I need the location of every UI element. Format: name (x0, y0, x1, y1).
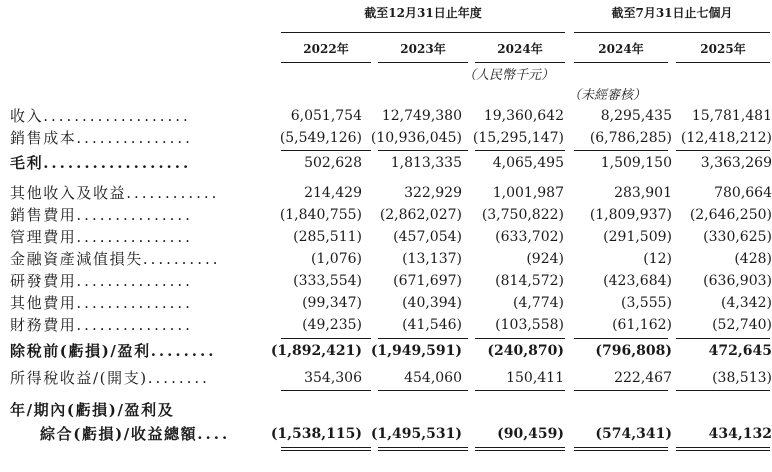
value-2024: (4,774) (512, 295, 564, 311)
row-label: 研發費用............... (10, 272, 193, 290)
table-row-finance-costs (0, 315, 772, 336)
total-double-rule-top-2025-ytd (676, 447, 770, 448)
value-2024-ytd: (796,808) (595, 343, 672, 359)
value-2022: 354,306 (304, 370, 362, 386)
year-2022-header: 2022年 (303, 42, 349, 56)
value-2023: (457,054) (393, 229, 462, 245)
pretax-rule-2025-ytd (676, 338, 770, 339)
value-2023: (41,546) (402, 317, 462, 333)
row-label: 其他費用............... (10, 294, 193, 312)
total-double-rule-bottom-2023 (378, 450, 468, 451)
value-2024-ytd: (61,162) (612, 317, 672, 333)
value-2024-ytd: (574,341) (595, 426, 672, 442)
value-2025-ytd: (4,342) (720, 295, 772, 311)
value-2022: (49,235) (302, 317, 362, 333)
value-2024: (90,459) (497, 426, 564, 442)
value-2025-ytd: (52,740) (712, 317, 772, 333)
value-2025-ytd: (2,646,250) (689, 207, 772, 223)
value-2023: 454,060 (404, 370, 462, 386)
value-2024-ytd: (1,809,937) (589, 207, 672, 223)
total-double-rule-bottom-2022 (281, 450, 371, 451)
value-2022: (5,549,126) (279, 130, 362, 146)
value-2022: 6,051,754 (290, 108, 362, 124)
row-label: 所得稅收益/(開支)........ (10, 369, 210, 387)
year-2024-header: 2024年 (497, 42, 543, 56)
table-row-gross-profit (0, 153, 772, 174)
total-double-rule-top-2024-ytd (574, 447, 668, 448)
value-2024-ytd: (6,786,285) (589, 130, 672, 146)
pretax-rule-2024 (475, 338, 565, 339)
value-2025-ytd: (330,625) (703, 229, 772, 245)
value-2024: 4,065,495 (492, 155, 564, 171)
unaudited-note: （未經審核） (568, 88, 647, 103)
value-2024-ytd: (423,684) (603, 273, 672, 289)
value-2022: (1,538,115) (270, 426, 362, 442)
row-label: 銷售成本............... (10, 129, 193, 147)
row-label: 毛利.................. (10, 154, 192, 172)
total-double-rule-bottom-2024-ytd (574, 450, 668, 451)
value-2022: (1,840,755) (279, 207, 362, 223)
total-double-rule-top-2023 (378, 447, 468, 448)
group2-underline (574, 32, 770, 33)
pretax-rule-2022 (281, 338, 371, 339)
value-2023: (1,495,531) (370, 426, 462, 442)
value-2025-ytd: 472,645 (708, 343, 772, 359)
value-2024: (3,750,822) (481, 207, 564, 223)
total-label-line2: 綜合(虧損)/收益總額.... (40, 425, 231, 443)
table-row-other-expenses (0, 293, 772, 314)
year-2025-ytd-header: 2025年 (700, 42, 746, 56)
year-underline-2023 (378, 62, 468, 63)
row-label: 財務費用............... (10, 316, 193, 334)
value-2022: (99,347) (302, 295, 362, 311)
tax-rule-2024 (475, 390, 565, 391)
total-double-rule-top-2022 (281, 447, 371, 448)
pretax-rule-2023 (378, 338, 468, 339)
value-2024: (240,870) (487, 343, 564, 359)
table-row-revenue (0, 106, 772, 127)
unit-note: （人民幣千元） (463, 68, 555, 83)
value-2025-ytd: 3,363,269 (700, 155, 772, 171)
year-underline-2025-ytd (676, 62, 770, 63)
value-2024: (103,558) (495, 317, 564, 333)
value-2025-ytd: 434,132 (708, 426, 772, 442)
subtotal-rule-2025-ytd (676, 150, 770, 151)
value-2024-ytd: (12) (643, 251, 672, 267)
row-label: 收入................... (10, 107, 191, 125)
tax-rule-2022 (281, 390, 371, 391)
year-2023-header: 2023年 (400, 42, 446, 56)
total-double-rule-bottom-2025-ytd (676, 450, 770, 451)
value-2023: 1,813,335 (390, 155, 462, 171)
value-2022: 214,429 (304, 185, 362, 201)
subtotal-rule-2023 (378, 150, 468, 151)
year-2024-ytd-header: 2024年 (598, 42, 644, 56)
table-row-other-income (0, 183, 772, 204)
row-label: 管理費用............... (10, 228, 193, 246)
pretax-rule-2024-ytd (574, 338, 668, 339)
value-2024: (633,702) (495, 229, 564, 245)
value-2023: (13,137) (402, 251, 462, 267)
row-label: 銷售費用............... (10, 206, 193, 224)
year-underline-2022 (281, 62, 371, 63)
year-underline-2024-ytd (574, 62, 668, 63)
header-group-seven-months: 截至7月31日止七個月 (611, 6, 733, 20)
value-2025-ytd: (38,513) (712, 370, 772, 386)
table-row-income-tax (0, 368, 772, 389)
value-2024: 19,360,642 (483, 108, 564, 124)
tax-rule-2023 (378, 390, 468, 391)
tax-rule-2025-ytd (676, 390, 770, 391)
total-double-rule-top-2024 (475, 447, 565, 448)
value-2023: 322,929 (404, 185, 462, 201)
value-2025-ytd: (12,418,212) (680, 130, 772, 146)
table-row-admin-expenses (0, 227, 772, 248)
value-2024: 1,001,987 (492, 185, 564, 201)
value-2025-ytd: (636,903) (703, 273, 772, 289)
value-2024: (924) (526, 251, 564, 267)
value-2022: (333,554) (293, 273, 362, 289)
row-label: 除稅前(虧損)/盈利........ (10, 342, 217, 360)
value-2024-ytd: 1,509,150 (600, 155, 672, 171)
row-label: 其他收入及收益............ (10, 184, 220, 202)
total-double-rule-bottom-2024 (475, 450, 565, 451)
value-2025-ytd: 780,664 (714, 185, 772, 201)
table-row-selling-expenses (0, 205, 772, 226)
row-label: 金融資產減值損失.......... (10, 250, 221, 268)
value-2023: (671,697) (393, 273, 462, 289)
table-row-total-comprehensive (0, 424, 772, 445)
value-2022: (1,892,421) (270, 343, 362, 359)
value-2023: (2,862,027) (379, 207, 462, 223)
year-underline-2024 (475, 62, 565, 63)
value-2023: (10,936,045) (370, 130, 462, 146)
value-2024-ytd: 283,901 (614, 185, 672, 201)
value-2022: 502,628 (304, 155, 362, 171)
value-2024-ytd: (3,555) (620, 295, 672, 311)
table-row-rnd-expenses (0, 271, 772, 292)
value-2024-ytd: (291,509) (603, 229, 672, 245)
value-2022: (1,076) (310, 251, 362, 267)
value-2023: (40,394) (402, 295, 462, 311)
tax-rule-2024-ytd (574, 390, 668, 391)
table-row-impairment-losses (0, 249, 772, 270)
subtotal-rule-2022 (281, 150, 371, 151)
subtotal-rule-2024-ytd (574, 150, 668, 151)
group1-underline (281, 32, 565, 33)
total-label-line1: 年/期內(虧損)/盈利及 (10, 401, 175, 419)
value-2023: 12,749,380 (381, 108, 462, 124)
subtotal-rule-2024 (475, 150, 565, 151)
table-row-total-heading (0, 400, 772, 421)
value-2025-ytd: 15,781,481 (691, 108, 772, 124)
table-row-cost-of-sales (0, 128, 772, 149)
value-2024-ytd: 222,467 (614, 370, 672, 386)
value-2024: (814,572) (495, 273, 564, 289)
value-2024-ytd: 8,295,435 (600, 108, 672, 124)
value-2024: (15,295,147) (472, 130, 564, 146)
value-2022: (285,511) (293, 229, 362, 245)
value-2025-ytd: (428) (734, 251, 772, 267)
value-2024: 150,411 (506, 370, 564, 386)
header-group-year-end: 截至12月31日止年度 (364, 6, 482, 20)
value-2023: (1,949,591) (370, 343, 462, 359)
table-row-pretax-profit (0, 341, 772, 362)
